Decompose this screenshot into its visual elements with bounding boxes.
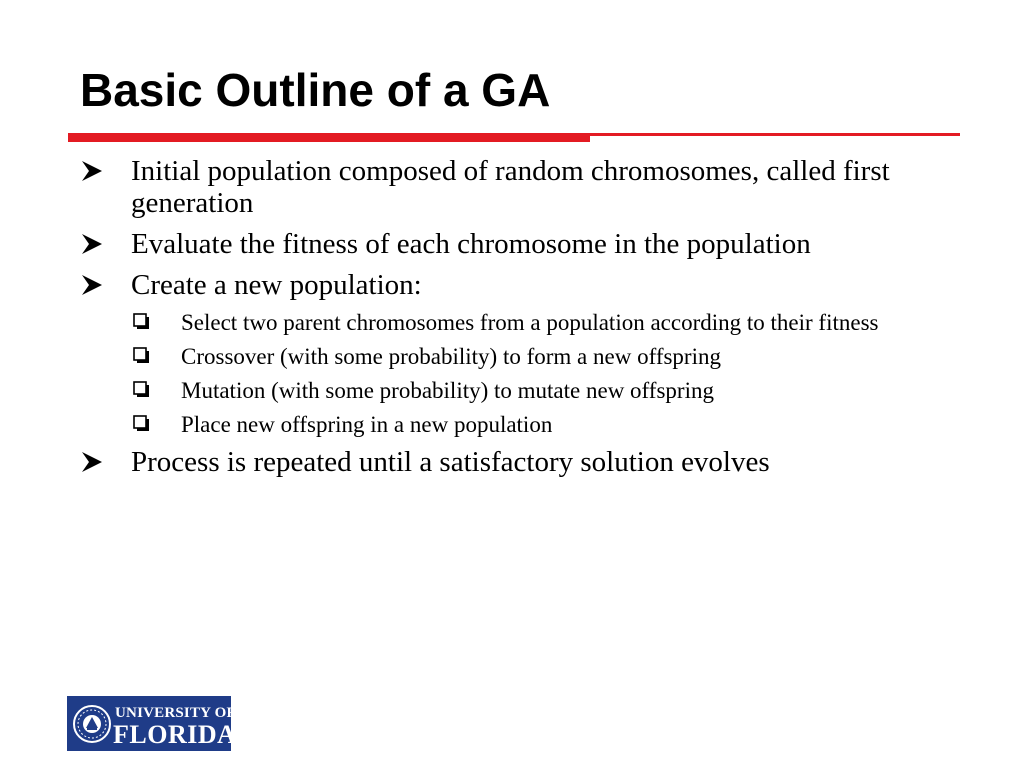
sub-bullet-text: Crossover (with some probability) to form a new offspring [181,344,721,369]
sub-bullet-text: Select two parent chromosomes from a population according to their fitness [181,310,879,335]
checkbox-bullet-icon [133,347,150,364]
sub-bullet-text: Mutation (with some probability) to mutate new offspring [181,378,714,403]
sub-bullet-item [0,310,881,336]
bullet-item [0,228,891,260]
title-underline-thick [68,133,590,142]
title-underline-thin [590,133,960,136]
sub-bullet-item [0,378,881,404]
bullet-list [0,155,1024,487]
bullet-text: Process is repeated until a satisfactory solution evolves [131,446,770,478]
arrowhead-bullet-icon [80,450,104,474]
university-seal-icon [72,704,112,744]
checkbox-bullet-icon [133,415,150,432]
arrowhead-bullet-icon [80,232,104,256]
arrowhead-bullet-icon [80,273,104,297]
bullet-text: Initial population composed of random chromosomes, called first generation [131,155,890,219]
sub-bullet-item [0,412,881,438]
logo-line-university: UNIVERSITY OF [115,705,236,721]
bullet-text: Evaluate the fitness of each chromosome in the population [131,228,811,260]
slide-title: Basic Outline of a GA [80,64,551,116]
sub-bullet-item [0,344,881,370]
sub-bullet-text: Place new offspring in a new population [181,412,553,437]
checkbox-bullet-icon [133,381,150,398]
bullet-item [0,269,891,301]
checkbox-bullet-icon [133,313,150,330]
bullet-text: Create a new population: [131,269,422,301]
university-of-florida-logo [67,696,237,751]
arrowhead-bullet-icon [80,159,104,183]
bullet-item [0,446,891,478]
logo-line-florida: FLORIDA [113,720,237,749]
bullet-item [0,155,891,219]
